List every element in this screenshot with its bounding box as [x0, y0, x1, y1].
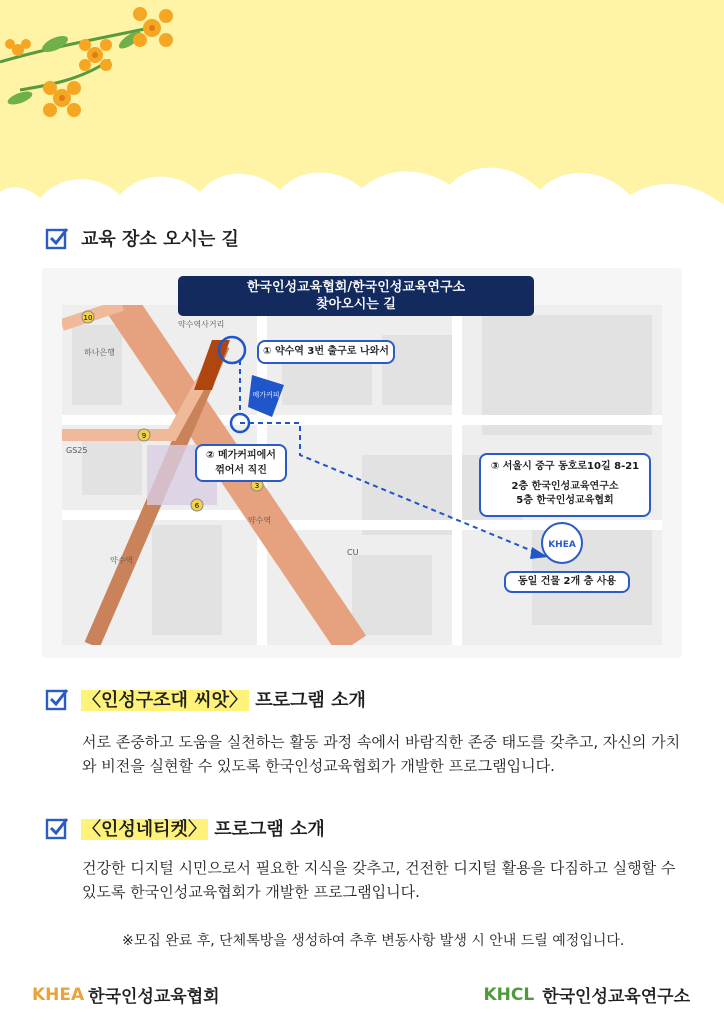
program-name-highlight: 〈인성네티켓〉 — [83, 819, 206, 840]
footer-left-logo — [32, 982, 220, 1007]
section-heading-program-netiquette — [45, 815, 325, 841]
intersection-label: 약수역사거리 — [178, 320, 225, 329]
program-title-rest: 프로그램 소개 — [248, 690, 366, 711]
khea-pin-label: KHEA — [548, 540, 576, 550]
checkbox-checked-icon — [45, 687, 69, 711]
poi-hana-label: 하나은행 — [84, 348, 115, 357]
section-heading-program-seed — [45, 686, 366, 712]
notice-text: ※모집 완료 후, 단체톡방을 생성하여 추후 변동사항 발생 시 안내 드릴 예정입니다. — [122, 933, 625, 949]
khea-name: 한국인성교육협회 — [88, 987, 220, 1007]
poi-gs25-label: GS25 — [66, 446, 88, 455]
step2-line2: 꺾어서 직진 — [215, 465, 267, 476]
program-seed-description: 서로 존중하고 도움을 실천하는 활동 과정 속에서 바람직한 존중 태도를 갖추고, 자신의 가치와 비전을 실현할 수 있도록 한국인성교육협회가 개발한 프로그램입니다. — [82, 733, 681, 775]
exit-9-label: 9 — [141, 432, 147, 440]
poi-cu-label: CU — [347, 548, 359, 557]
cafe-label: 메가커피 — [252, 391, 280, 399]
khea-logo: KHEA — [32, 984, 85, 1005]
step3-line1: ③ 서울시 중구 동호로10길 8-21 — [490, 461, 640, 472]
checkbox-checked-icon — [45, 226, 69, 250]
map-title-box — [178, 276, 534, 316]
khcl-name: 한국인성교육연구소 — [542, 987, 690, 1007]
floor-note-text: 동일 건물 2개 층 사용 — [517, 576, 617, 587]
section-heading-directions — [45, 225, 239, 251]
step1-text: ① 약수역 3번 출구로 나와서 — [263, 346, 389, 357]
map-title-line2: 찾아오시는 길 — [316, 297, 396, 312]
step2-line1: ② 메가커피에서 — [206, 450, 276, 461]
khcl-logo: KHCL — [483, 984, 535, 1005]
exit-3-label: 3 — [254, 482, 260, 490]
step3-line3: 5층 한국인성교육협회 — [516, 495, 614, 506]
station-label: 약수역 — [248, 516, 272, 525]
step3-callout — [479, 453, 651, 517]
program-name-highlight: 〈인성구조대 씨앗〉 — [83, 690, 247, 711]
checkbox-checked-icon — [45, 816, 69, 840]
station-label-2: 약수역 — [110, 556, 134, 565]
section-title: 교육 장소 오시는 길 — [81, 229, 239, 250]
program-netiquette-description: 건강한 디지털 시민으로서 필요한 지식을 갖추고, 건전한 디지털 활용을 다짐하고 실행할 수 있도록 한국인성교육협회가 개발한 프로그램입니다. — [82, 859, 676, 901]
program-title-rest: 프로그램 소개 — [207, 819, 325, 840]
step1-callout — [257, 340, 395, 364]
exit-6-label: 6 — [194, 502, 200, 510]
header-background — [0, 0, 724, 215]
footer-right-logo — [483, 982, 690, 1007]
step3-line2: 2층 한국인성교육연구소 — [511, 481, 619, 492]
step2-callout — [195, 444, 287, 482]
exit-10-label: 10 — [83, 314, 93, 322]
floor-note-callout — [504, 571, 630, 593]
map-title-line1: 한국인성교육협회/한국인성교육연구소 — [246, 280, 466, 295]
